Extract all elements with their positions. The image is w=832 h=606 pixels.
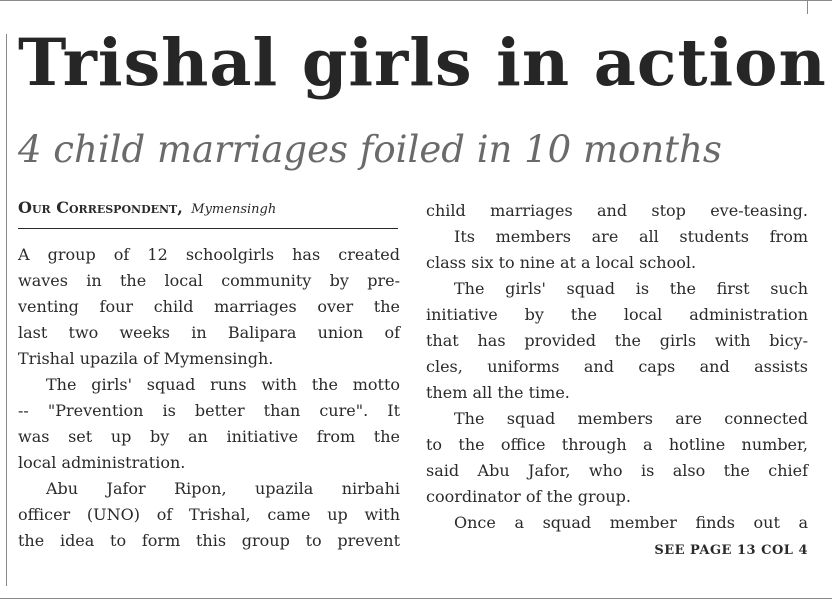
byline-location: Mymensingh	[191, 202, 277, 217]
byline	[18, 196, 408, 222]
body-line: cles, uniforms and caps and assists	[426, 357, 808, 376]
body-line: Its members are all students from	[454, 227, 808, 246]
body-line: was set up by an initiative from the	[18, 427, 400, 446]
top-right-tick-rule	[807, 0, 808, 14]
body-line: Abu Jafor Ripon, upazila nirbahi	[46, 479, 400, 498]
body-line: them all the time.	[426, 383, 570, 402]
body-line: venting four child marriages over the	[18, 297, 400, 316]
body-line: The girls' squad runs with the motto	[46, 375, 400, 394]
body-line: the idea to form this group to prevent	[18, 531, 400, 550]
left-column-rule	[6, 34, 7, 586]
body-line: A group of 12 schoolgirls has created	[18, 245, 400, 264]
body-line: to the office through a hotline number,	[426, 435, 808, 454]
body-line: that has provided the girls with bicy-	[426, 331, 808, 350]
body-line: child marriages and stop eve-teasing.	[426, 201, 808, 220]
body-line: The girls' squad is the first such	[454, 279, 808, 298]
article-column-2	[426, 198, 808, 564]
byline-correspondent: Our Correspondent,	[18, 198, 183, 217]
bottom-border-rule	[0, 598, 832, 599]
subheadline: 4 child marriages foiled in 10 months	[18, 128, 722, 171]
body-line: -- "Prevention is better than cure". It	[18, 401, 400, 420]
body-line: Once a squad member finds out a	[454, 513, 808, 532]
body-line: officer (UNO) of Trishal, came up with	[18, 505, 400, 524]
body-line: The squad members are connected	[454, 409, 808, 428]
article-column-1	[18, 242, 400, 554]
continuation-reference[interactable]: SEE PAGE 13 COL 4	[654, 543, 808, 558]
top-border-rule	[0, 0, 832, 1]
body-line: Trishal upazila of Mymensingh.	[18, 349, 274, 368]
body-line: coordinator of the group.	[426, 487, 631, 506]
body-line: waves in the local community by pre-	[18, 271, 400, 290]
body-line: local administration.	[18, 453, 186, 472]
headline: Trishal girls in action	[18, 25, 827, 101]
body-line: initiative by the local administration	[426, 305, 808, 324]
body-line: class six to nine at a local school.	[426, 253, 697, 272]
body-line: last two weeks in Balipara union of	[18, 323, 400, 342]
body-line: said Abu Jafor, who is also the chief	[426, 461, 808, 480]
byline-rule	[18, 228, 398, 229]
